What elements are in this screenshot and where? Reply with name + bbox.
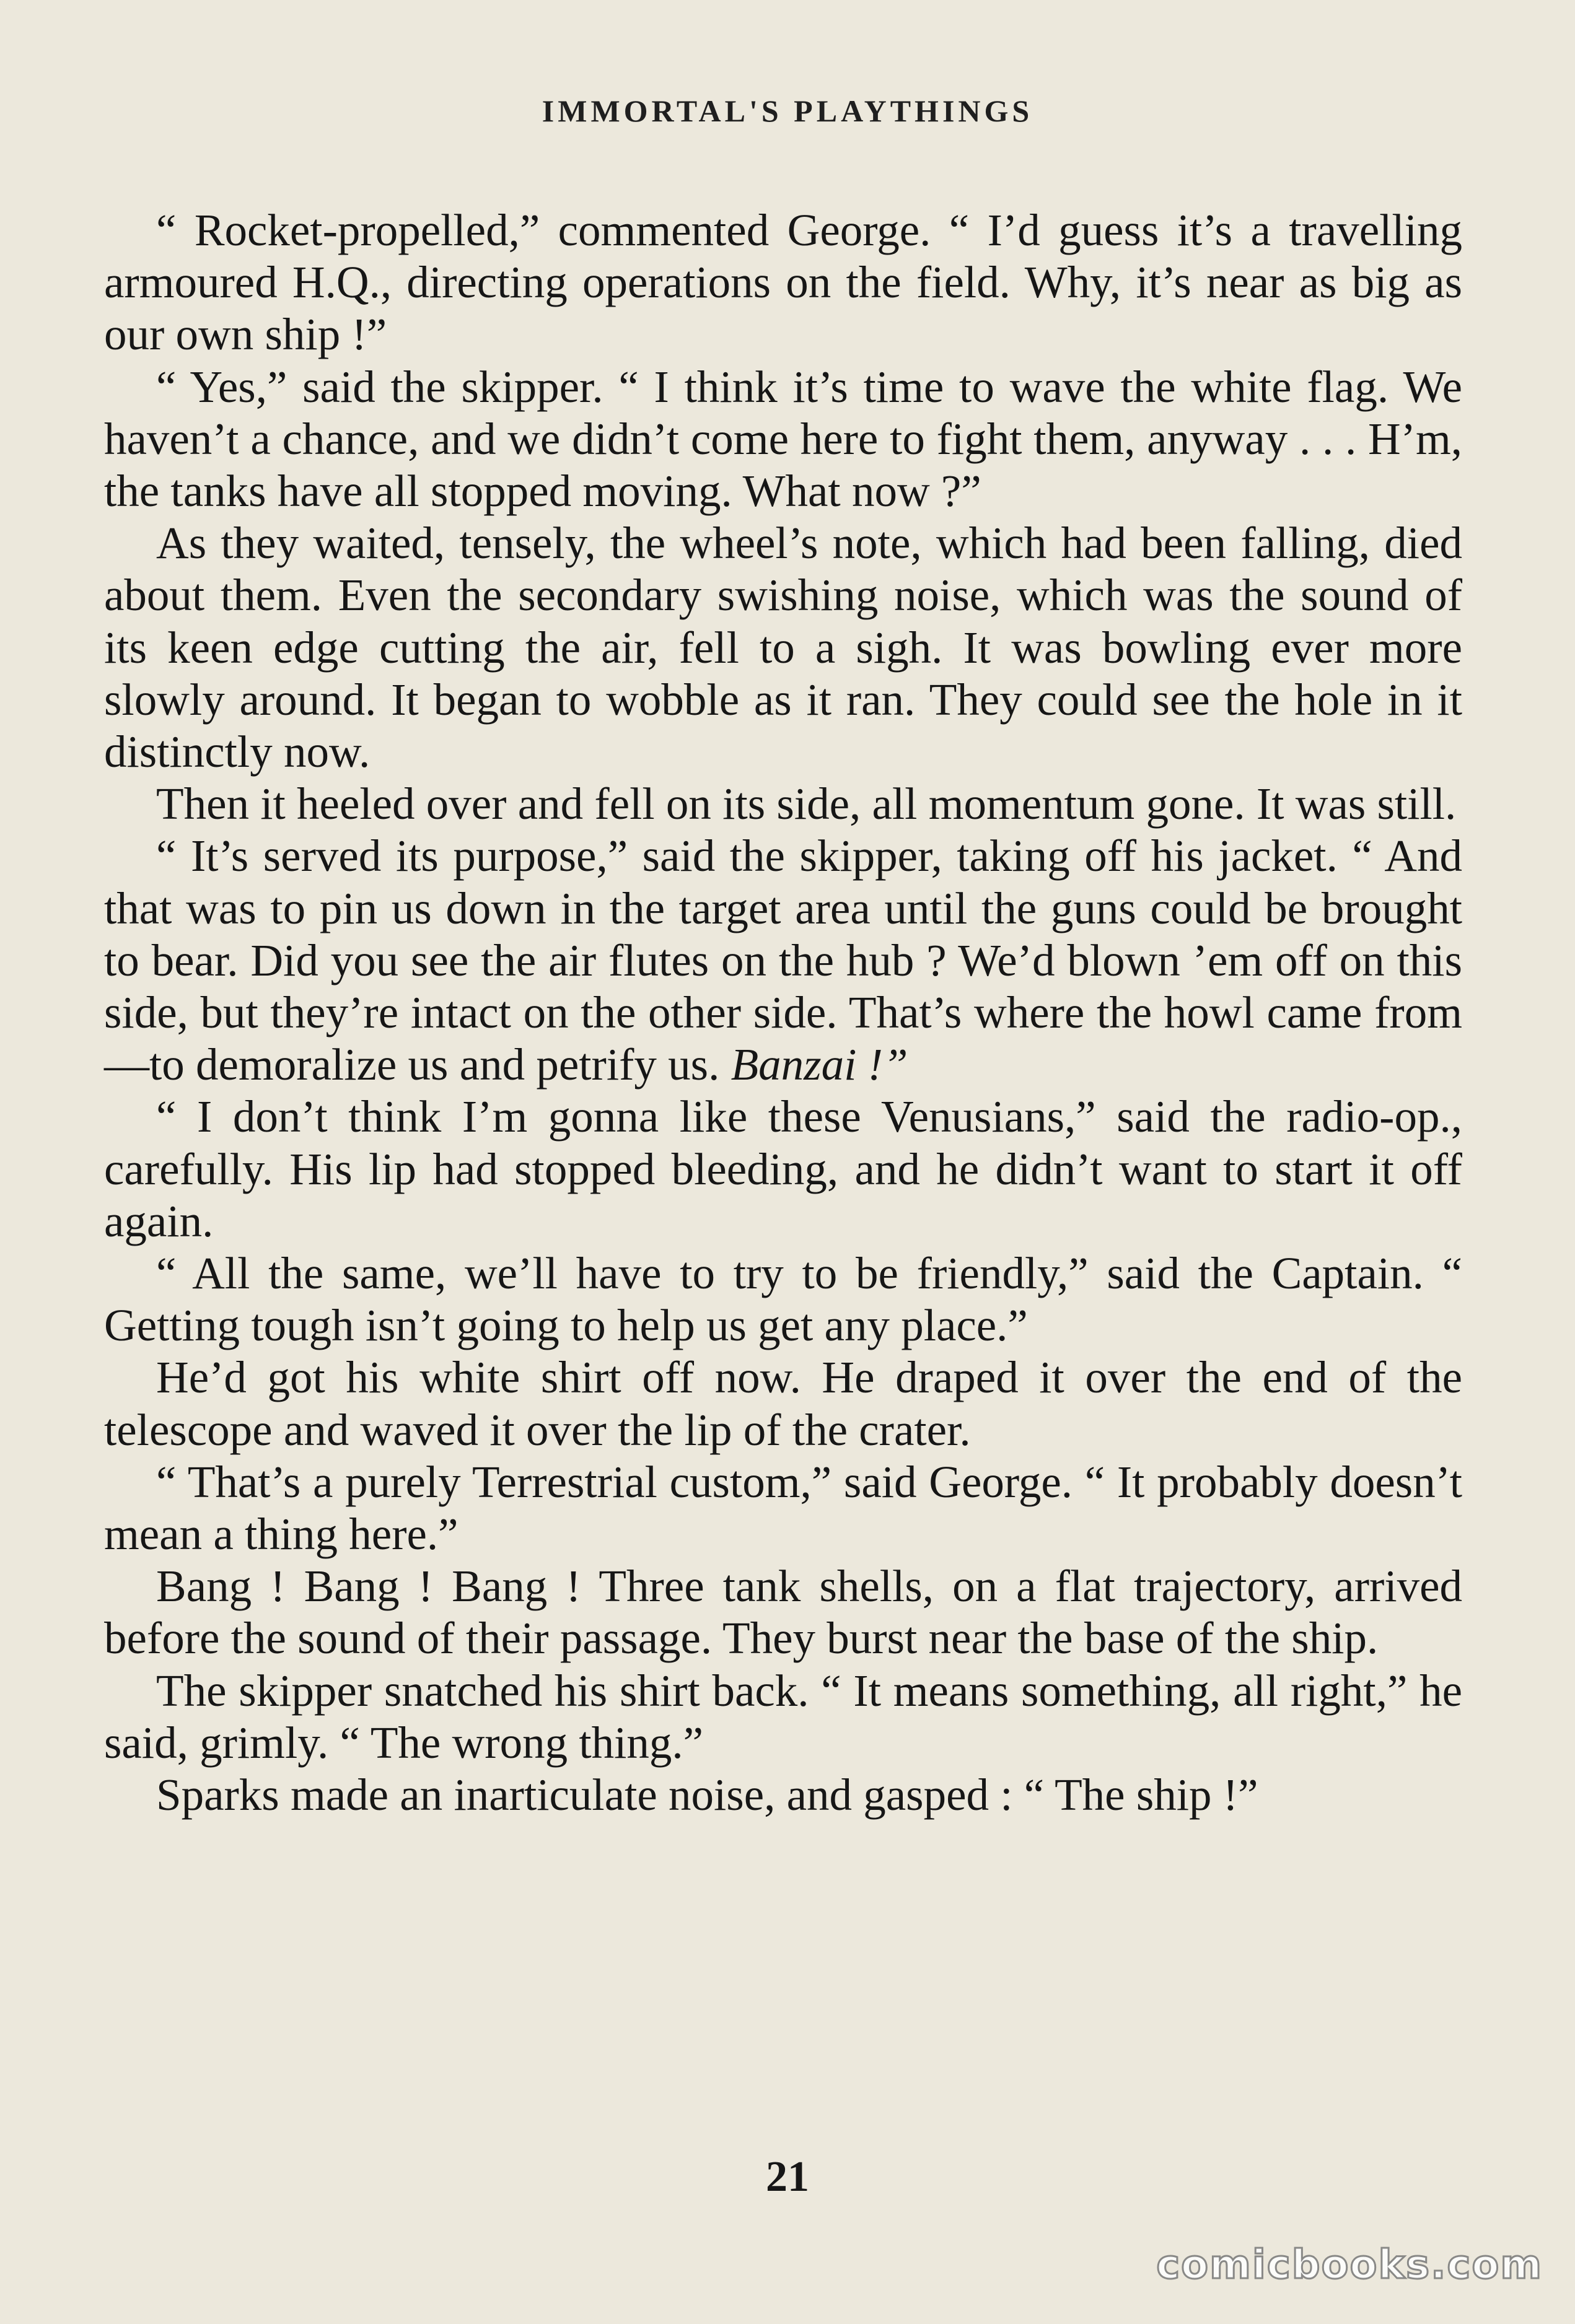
paragraph: Bang ! Bang ! Bang ! Three tank shells, on a flat trajectory, arrived before the sound of their passage. They burst near the base of the ship. (104, 1561, 1462, 1664)
paragraph: “ Rocket-propelled,” commented George. “ I’d guess it’s a travelling armoured H.Q., directing operations on the field. Why, it’s near as big as our own ship !” (104, 205, 1462, 360)
watermark: comicbooks.com (1156, 2242, 1543, 2288)
paragraph: As they waited, tensely, the wheel’s note, which had been falling, died about them. Even the secondary swishing noise, which was the sound of its keen edge cutting the air, fell to a sigh. It was bowling ever more slowly around. It began to wobble as it ran. They could see the hole in it distinctly now. (104, 518, 1462, 777)
paragraph: Sparks made an inarticulate noise, and gasped : “ The ship !” (156, 1770, 1258, 1820)
paragraph: He’d got his white shirt off now. He draped it over the end of the telescope and waved it over the lip of the crater. (104, 1352, 1462, 1455)
page-number: 21 (766, 2153, 809, 2201)
paragraph-text: “ It’s served its purpose,” said the skipper, taking off his jacket. “ And that was to pin us down in the target area until the guns could be brought to bear. Did you see the air flutes on the hub ? We’d blown ’em off on this side, but they’re intact on the other side. That’s where the howl came from—to demoralize us and petrify us. (104, 831, 1462, 1090)
paragraph: The skipper snatched his shirt back. “ It means something, all right,” he said, grimly. “ The wrong thing.” (104, 1665, 1462, 1768)
body-text (104, 204, 1462, 1821)
paragraph: “ Yes,” said the skipper. “ I think it’s time to wave the white flag. We haven’t a chance, and we didn’t come here to fight them, anyway . . . H’m, the tanks have all stopped moving. What now ?” (104, 361, 1462, 517)
italic-exclamation: Banzai !” (730, 1039, 908, 1090)
paragraph: “ That’s a purely Terrestrial custom,” said George. “ It probably doesn’t mean a thing here.” (104, 1456, 1462, 1560)
paragraph (104, 830, 1462, 1091)
paragraph: “ All the same, we’ll have to try to be friendly,” said the Captain. “ Getting tough isn’t going to help us get any place.” (104, 1248, 1462, 1351)
running-head: IMMORTAL'S PLAYTHINGS (542, 94, 1033, 128)
paragraph: Then it heeled over and fell on its side, all momentum gone. It was still. (156, 779, 1457, 829)
paragraph: “ I don’t think I’m gonna like these Venusians,” said the radio-op., carefully. His lip had stopped bleeding, and he didn’t want to start it off again. (104, 1091, 1462, 1246)
